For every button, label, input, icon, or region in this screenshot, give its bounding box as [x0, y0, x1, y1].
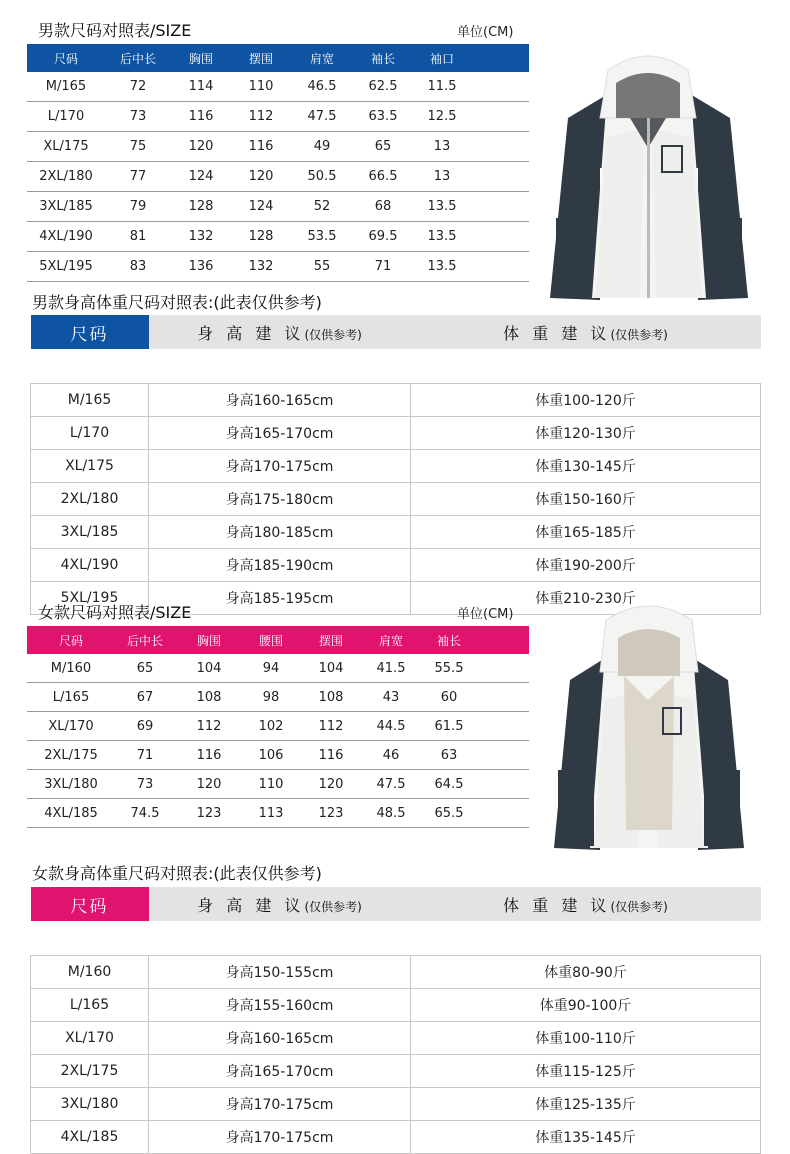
table-cell: XL/175 [31, 450, 149, 483]
table-cell: 108 [299, 683, 363, 712]
table-cell: 113 [243, 799, 299, 828]
row-pad [471, 162, 529, 192]
table-cell: 体重150-160斤 [411, 483, 761, 516]
table-cell: 60 [419, 683, 479, 712]
table-cell: 5XL/195 [27, 252, 105, 282]
table-cell: 3XL/185 [27, 192, 105, 222]
table-cell: 身高170-175cm [149, 1121, 411, 1154]
table-cell: 13.5 [413, 252, 471, 282]
table-cell: 48.5 [363, 799, 419, 828]
men-size-table [27, 44, 529, 282]
table-cell: XL/170 [27, 712, 115, 741]
table-cell: 83 [105, 252, 171, 282]
table-cell: 2XL/175 [27, 741, 115, 770]
table-cell: 74.5 [115, 799, 175, 828]
table-cell: 52 [291, 192, 353, 222]
table-cell: 体重115-125斤 [411, 1055, 761, 1088]
table-cell: 104 [299, 654, 363, 683]
table-cell: 13 [413, 162, 471, 192]
table-cell: 身高170-175cm [149, 1088, 411, 1121]
table-cell: 4XL/185 [27, 799, 115, 828]
women-ref-title: 女款身高体重尺码对照表:(此表仅供参考) [32, 864, 322, 883]
table-cell: 136 [171, 252, 231, 282]
women-size-title: 女款尺码对照表/SIZE [38, 603, 192, 622]
row-pad [479, 683, 529, 712]
table-row [31, 1088, 761, 1121]
row-pad [479, 712, 529, 741]
table-cell: 身高170-175cm [149, 450, 411, 483]
table-cell: 体重90-100斤 [411, 989, 761, 1022]
table-cell: 体重190-200斤 [411, 549, 761, 582]
table-cell: 50.5 [291, 162, 353, 192]
table-cell: 53.5 [291, 222, 353, 252]
table-cell: 身高165-170cm [149, 1055, 411, 1088]
table-cell: 94 [243, 654, 299, 683]
table-cell: 体重165-185斤 [411, 516, 761, 549]
table-cell: 46 [363, 741, 419, 770]
table-cell: 61.5 [419, 712, 479, 741]
women-size-header-cell: 腰围 [258, 633, 283, 648]
table-cell: 身高160-165cm [149, 384, 411, 417]
table-row [27, 252, 529, 282]
table-row [27, 654, 529, 683]
table-row [31, 1055, 761, 1088]
table-cell: 112 [299, 712, 363, 741]
men-ref-body [31, 384, 761, 615]
table-cell: L/170 [31, 417, 149, 450]
women-ref-weight-header: 体 重 建 议(仅供参考) [411, 887, 761, 921]
table-row [27, 192, 529, 222]
table-cell: 体重100-110斤 [411, 1022, 761, 1055]
row-pad [479, 654, 529, 683]
table-cell: 46.5 [291, 72, 353, 102]
table-cell: 102 [243, 712, 299, 741]
table-cell: 44.5 [363, 712, 419, 741]
table-cell: 120 [299, 770, 363, 799]
table-cell: M/160 [27, 654, 115, 683]
row-pad [479, 741, 529, 770]
men-size-header-cell: 袖口 [429, 51, 454, 66]
men-size-body [27, 72, 529, 282]
table-cell: 72 [105, 72, 171, 102]
table-row [27, 741, 529, 770]
table-cell: 47.5 [291, 102, 353, 132]
table-cell: 身高175-180cm [149, 483, 411, 516]
table-cell: 体重130-145斤 [411, 450, 761, 483]
men-size-header-cell: 后中长 [119, 51, 156, 66]
table-cell: 体重125-135斤 [411, 1088, 761, 1121]
table-cell: 132 [171, 222, 231, 252]
table-cell: 132 [231, 252, 291, 282]
table-row [31, 516, 761, 549]
table-cell: 112 [175, 712, 243, 741]
row-pad [471, 102, 529, 132]
table-cell: 114 [171, 72, 231, 102]
table-cell: 124 [171, 162, 231, 192]
women-size-header-row [27, 626, 529, 654]
table-cell: 110 [231, 72, 291, 102]
table-cell: 43 [363, 683, 419, 712]
table-cell: 66.5 [353, 162, 413, 192]
row-pad [479, 799, 529, 828]
table-cell: 75 [105, 132, 171, 162]
table-cell: 3XL/185 [31, 516, 149, 549]
table-row [31, 417, 761, 450]
table-cell: 116 [175, 741, 243, 770]
row-pad [479, 770, 529, 799]
table-cell: 体重100-120斤 [411, 384, 761, 417]
women-size-table [27, 626, 529, 828]
table-row [27, 770, 529, 799]
table-cell: 身高150-155cm [149, 956, 411, 989]
table-row [27, 102, 529, 132]
table-row [27, 799, 529, 828]
table-cell: 身高185-195cm [149, 582, 411, 615]
men-size-header-row [27, 44, 529, 72]
table-cell: XL/170 [31, 1022, 149, 1055]
table-cell: 69 [115, 712, 175, 741]
women-unit-label: 单位(CM) [457, 607, 514, 622]
table-row [31, 1022, 761, 1055]
men-ref-height-header: 身 高 建 议(仅供参考) [149, 315, 411, 349]
table-cell: 47.5 [363, 770, 419, 799]
men-ref-title: 男款身高体重尺码对照表:(此表仅供参考) [32, 293, 322, 312]
women-size-header-cell: 肩宽 [378, 633, 403, 648]
table-cell: 13 [413, 132, 471, 162]
table-cell: 64.5 [419, 770, 479, 799]
table-row [27, 72, 529, 102]
table-cell: 128 [231, 222, 291, 252]
table-cell: 3XL/180 [31, 1088, 149, 1121]
table-cell: M/165 [31, 384, 149, 417]
table-cell: 68 [353, 192, 413, 222]
table-row [27, 162, 529, 192]
table-cell: 13.5 [413, 222, 471, 252]
table-cell: 4XL/190 [27, 222, 105, 252]
men-ref-size-header: 尺码 [31, 315, 149, 349]
table-cell: 62.5 [353, 72, 413, 102]
table-cell: 77 [105, 162, 171, 192]
row-pad [471, 72, 529, 102]
men-unit-label: 单位(CM) [457, 25, 514, 40]
table-cell: 98 [243, 683, 299, 712]
header-pad [471, 44, 529, 72]
table-row [27, 132, 529, 162]
table-cell: 2XL/180 [27, 162, 105, 192]
row-pad [471, 192, 529, 222]
men-size-header-cell: 尺码 [53, 51, 78, 66]
table-cell: 55 [291, 252, 353, 282]
table-row [31, 1121, 761, 1154]
table-cell: 120 [231, 162, 291, 192]
women-size-header-cell: 摆围 [318, 633, 343, 648]
table-cell: 5XL/195 [31, 582, 149, 615]
table-cell: M/160 [31, 956, 149, 989]
table-cell: 身高185-190cm [149, 549, 411, 582]
table-cell: 2XL/175 [31, 1055, 149, 1088]
table-cell: 120 [171, 132, 231, 162]
table-cell: 112 [231, 102, 291, 132]
table-cell: 73 [105, 102, 171, 132]
women-size-header-cell: 后中长 [126, 633, 163, 648]
table-cell: 67 [115, 683, 175, 712]
table-cell: 81 [105, 222, 171, 252]
table-row [31, 989, 761, 1022]
table-row [31, 450, 761, 483]
table-cell: 体重120-130斤 [411, 417, 761, 450]
table-row [31, 384, 761, 417]
table-cell: 120 [175, 770, 243, 799]
men-ref-table [30, 315, 761, 615]
women-jacket-image [548, 600, 750, 854]
row-pad [471, 222, 529, 252]
table-cell: 身高165-170cm [149, 417, 411, 450]
table-cell: 124 [231, 192, 291, 222]
table-row [27, 712, 529, 741]
table-cell: XL/175 [27, 132, 105, 162]
table-cell: 108 [175, 683, 243, 712]
table-cell: 71 [115, 741, 175, 770]
table-row [31, 549, 761, 582]
table-cell: 55.5 [419, 654, 479, 683]
men-ref-weight-header: 体 重 建 议(仅供参考) [411, 315, 761, 349]
table-cell: 65.5 [419, 799, 479, 828]
table-cell: 身高180-185cm [149, 516, 411, 549]
table-cell: 2XL/180 [31, 483, 149, 516]
table-cell: 63 [419, 741, 479, 770]
table-cell: 110 [243, 770, 299, 799]
table-cell: 65 [353, 132, 413, 162]
table-cell: 3XL/180 [27, 770, 115, 799]
table-cell: 123 [299, 799, 363, 828]
women-size-body [27, 654, 529, 828]
women-size-header-cell: 袖长 [436, 633, 461, 648]
table-cell: 73 [115, 770, 175, 799]
table-cell: 104 [175, 654, 243, 683]
table-cell: 116 [299, 741, 363, 770]
table-cell: 65 [115, 654, 175, 683]
table-cell: 12.5 [413, 102, 471, 132]
table-cell: 116 [171, 102, 231, 132]
table-cell: 63.5 [353, 102, 413, 132]
table-cell: 116 [231, 132, 291, 162]
table-row [31, 956, 761, 989]
table-cell: 体重80-90斤 [411, 956, 761, 989]
men-jacket-image [548, 48, 750, 304]
table-cell: 身高160-165cm [149, 1022, 411, 1055]
women-size-header-cell: 尺码 [58, 633, 83, 648]
men-size-header-cell: 摆围 [248, 51, 273, 66]
table-cell: 4XL/190 [31, 549, 149, 582]
women-size-header-cell: 胸围 [196, 633, 221, 648]
table-cell: 69.5 [353, 222, 413, 252]
table-cell: 体重135-145斤 [411, 1121, 761, 1154]
table-cell: L/170 [27, 102, 105, 132]
table-cell: 49 [291, 132, 353, 162]
women-ref-table [30, 887, 761, 1154]
table-row [27, 222, 529, 252]
table-cell: L/165 [31, 989, 149, 1022]
women-ref-height-header: 身 高 建 议(仅供参考) [149, 887, 411, 921]
table-cell: L/165 [27, 683, 115, 712]
table-cell: 13.5 [413, 192, 471, 222]
table-cell: 身高155-160cm [149, 989, 411, 1022]
table-cell: 11.5 [413, 72, 471, 102]
header-pad [479, 626, 529, 654]
table-row [27, 683, 529, 712]
table-cell: 4XL/185 [31, 1121, 149, 1154]
table-cell: M/165 [27, 72, 105, 102]
row-pad [471, 132, 529, 162]
table-cell: 79 [105, 192, 171, 222]
women-ref-body [31, 956, 761, 1154]
table-row [31, 483, 761, 516]
table-cell: 106 [243, 741, 299, 770]
men-size-header-cell: 袖长 [370, 51, 395, 66]
table-cell: 128 [171, 192, 231, 222]
men-size-title: 男款尺码对照表/SIZE [38, 21, 192, 40]
men-size-header-cell: 肩宽 [309, 51, 334, 66]
women-ref-size-header: 尺码 [31, 887, 149, 921]
table-cell: 71 [353, 252, 413, 282]
table-cell: 体重210-230斤 [411, 582, 761, 615]
table-cell: 41.5 [363, 654, 419, 683]
row-pad [471, 252, 529, 282]
table-cell: 123 [175, 799, 243, 828]
men-size-header-cell: 胸围 [188, 51, 213, 66]
